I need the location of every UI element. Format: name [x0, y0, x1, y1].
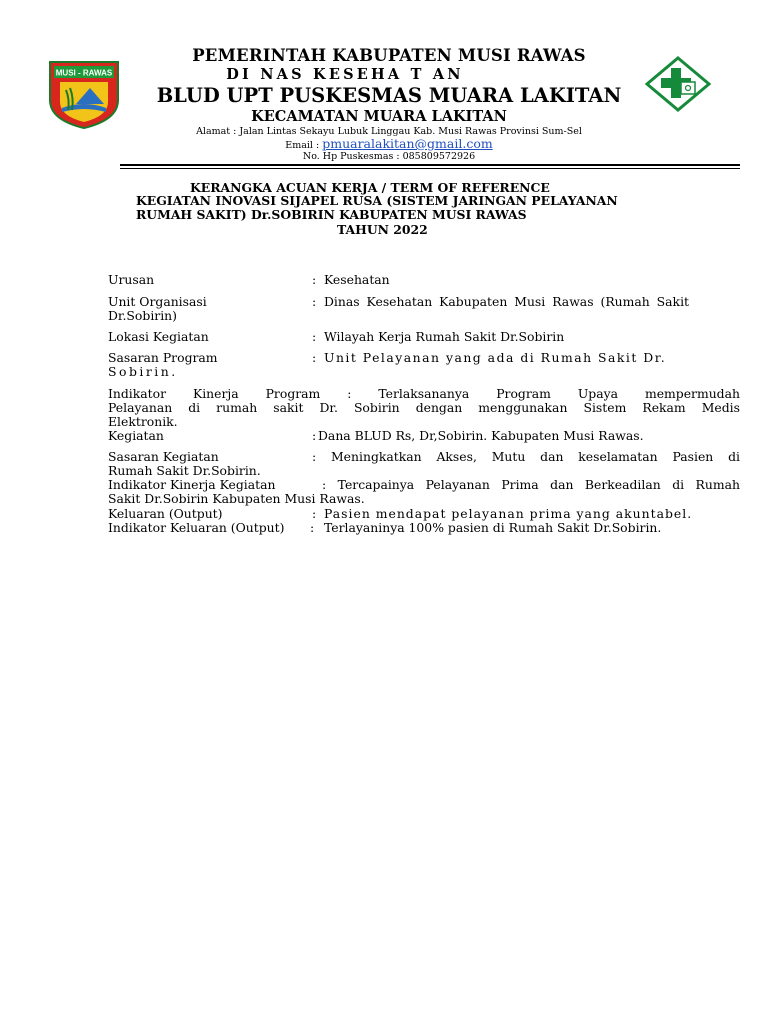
department-heading: DI NAS KESEHA T AN — [226, 66, 464, 83]
field-indikator-program-line-1: Indikator Kinerja Program : Terlaksananya Program Upaya mempermudah — [108, 386, 740, 401]
field-lokasi-kegiatan — [108, 329, 740, 344]
field-label: Sasaran Program — [108, 350, 218, 365]
field-kegiatan — [108, 428, 740, 443]
field-sasaran-program — [108, 350, 740, 365]
doc-title-line-1: KERANGKA ACUAN KERJA / TERM OF REFERENCE — [190, 180, 550, 195]
doc-title-line-3: RUMAH SAKIT) Dr.SOBIRIN KABUPATEN MUSI RAWAS — [136, 207, 527, 222]
field-unit-organisasi — [108, 294, 740, 309]
field-indikator-kegiatan-cont: Sakit Dr.Sobirin Kabupaten Musi Rawas. — [108, 491, 365, 506]
field-label: Lokasi Kegiatan — [108, 329, 209, 344]
field-value: Wilayah Kerja Rumah Sakit Dr.Sobirin — [324, 329, 565, 344]
field-sasaran-program-cont: Sobirin. — [108, 364, 178, 379]
field-value: Dana BLUD Rs, Dr,Sobirin. Kabupaten Musi Rawas. — [318, 428, 644, 443]
field-value: Dinas Kesehatan Kabupaten Musi Rawas (Rumah Sakit — [324, 294, 690, 309]
address-line: Alamat : Jalan Lintas Sekayu Lubuk Linggau Kab. Musi Rawas Provinsi Sum-Sel — [196, 126, 582, 137]
svg-text:MUSI - RAWAS: MUSI - RAWAS — [55, 68, 113, 78]
field-indikator-kegiatan — [108, 477, 740, 492]
field-keluaran — [108, 506, 740, 521]
field-value: : Tercapainya Pelayanan Prima dan Berkeadilan di Rumah — [322, 477, 740, 492]
phone-line: No. Hp Puskesmas : 085809572926 — [302, 151, 476, 162]
field-colon: : — [312, 350, 317, 365]
field-indikator-keluaran — [108, 520, 740, 535]
field-colon: : — [310, 520, 315, 535]
field-value: Kesehatan — [324, 272, 390, 287]
field-colon: : — [312, 272, 317, 287]
field-label: Indikator Keluaran (Output) — [108, 520, 285, 535]
field-label: Keluaran (Output) — [108, 506, 223, 521]
letterhead-divider-thin — [120, 168, 740, 169]
field-urusan — [108, 272, 740, 287]
field-value: Pasien mendapat pelayanan prima yang akuntabel. — [324, 506, 693, 521]
doc-title-line-2: KEGIATAN INOVASI SIJAPEL RUSA (SISTEM JARINGAN PELAYANAN — [136, 193, 618, 208]
field-label: Urusan — [108, 272, 155, 287]
letterhead-divider-thick — [120, 164, 740, 166]
government-heading: PEMERINTAH KABUPATEN MUSI RAWAS — [192, 46, 586, 65]
field-value: Unit Pelayanan yang ada di Rumah Sakit Dr. — [324, 350, 667, 365]
field-label: Kegiatan — [108, 428, 164, 443]
field-indikator-program-line-2: Pelayanan di rumah sakit Dr. Sobirin dengan menggunakan Sistem Rekam Medis — [108, 400, 740, 415]
field-unit-organisasi-cont: Dr.Sobirin) — [108, 308, 177, 323]
field-label: Indikator Kinerja Kegiatan — [108, 477, 276, 492]
field-indikator-program-line-3: Elektronik. — [108, 414, 178, 429]
field-colon: : — [312, 428, 317, 443]
institution-heading: BLUD UPT PUSKESMAS MUARA LAKITAN — [156, 84, 622, 107]
field-colon: : — [312, 329, 317, 344]
field-colon: : — [312, 506, 317, 521]
field-sasaran-kegiatan-cont: Rumah Sakit Dr.Sobirin. — [108, 463, 261, 478]
email-link[interactable]: pmuaralakitan@gmail.com — [322, 136, 493, 151]
district-heading: KECAMATAN MUARA LAKITAN — [251, 108, 507, 125]
field-label: Unit Organisasi — [108, 294, 207, 309]
field-sasaran-kegiatan — [108, 449, 740, 464]
field-colon: : — [312, 294, 317, 309]
doc-title-year: TAHUN 2022 — [337, 222, 428, 237]
field-label: Sasaran Kegiatan — [108, 449, 219, 464]
email-label: Email : — [285, 140, 320, 151]
field-value: Terlayaninya 100% pasien di Rumah Sakit Dr.Sobirin. — [324, 520, 662, 535]
field-value: : Meningkatkan Akses, Mutu dan keselamatan Pasien di — [312, 449, 740, 464]
email-line — [0, 136, 768, 151]
